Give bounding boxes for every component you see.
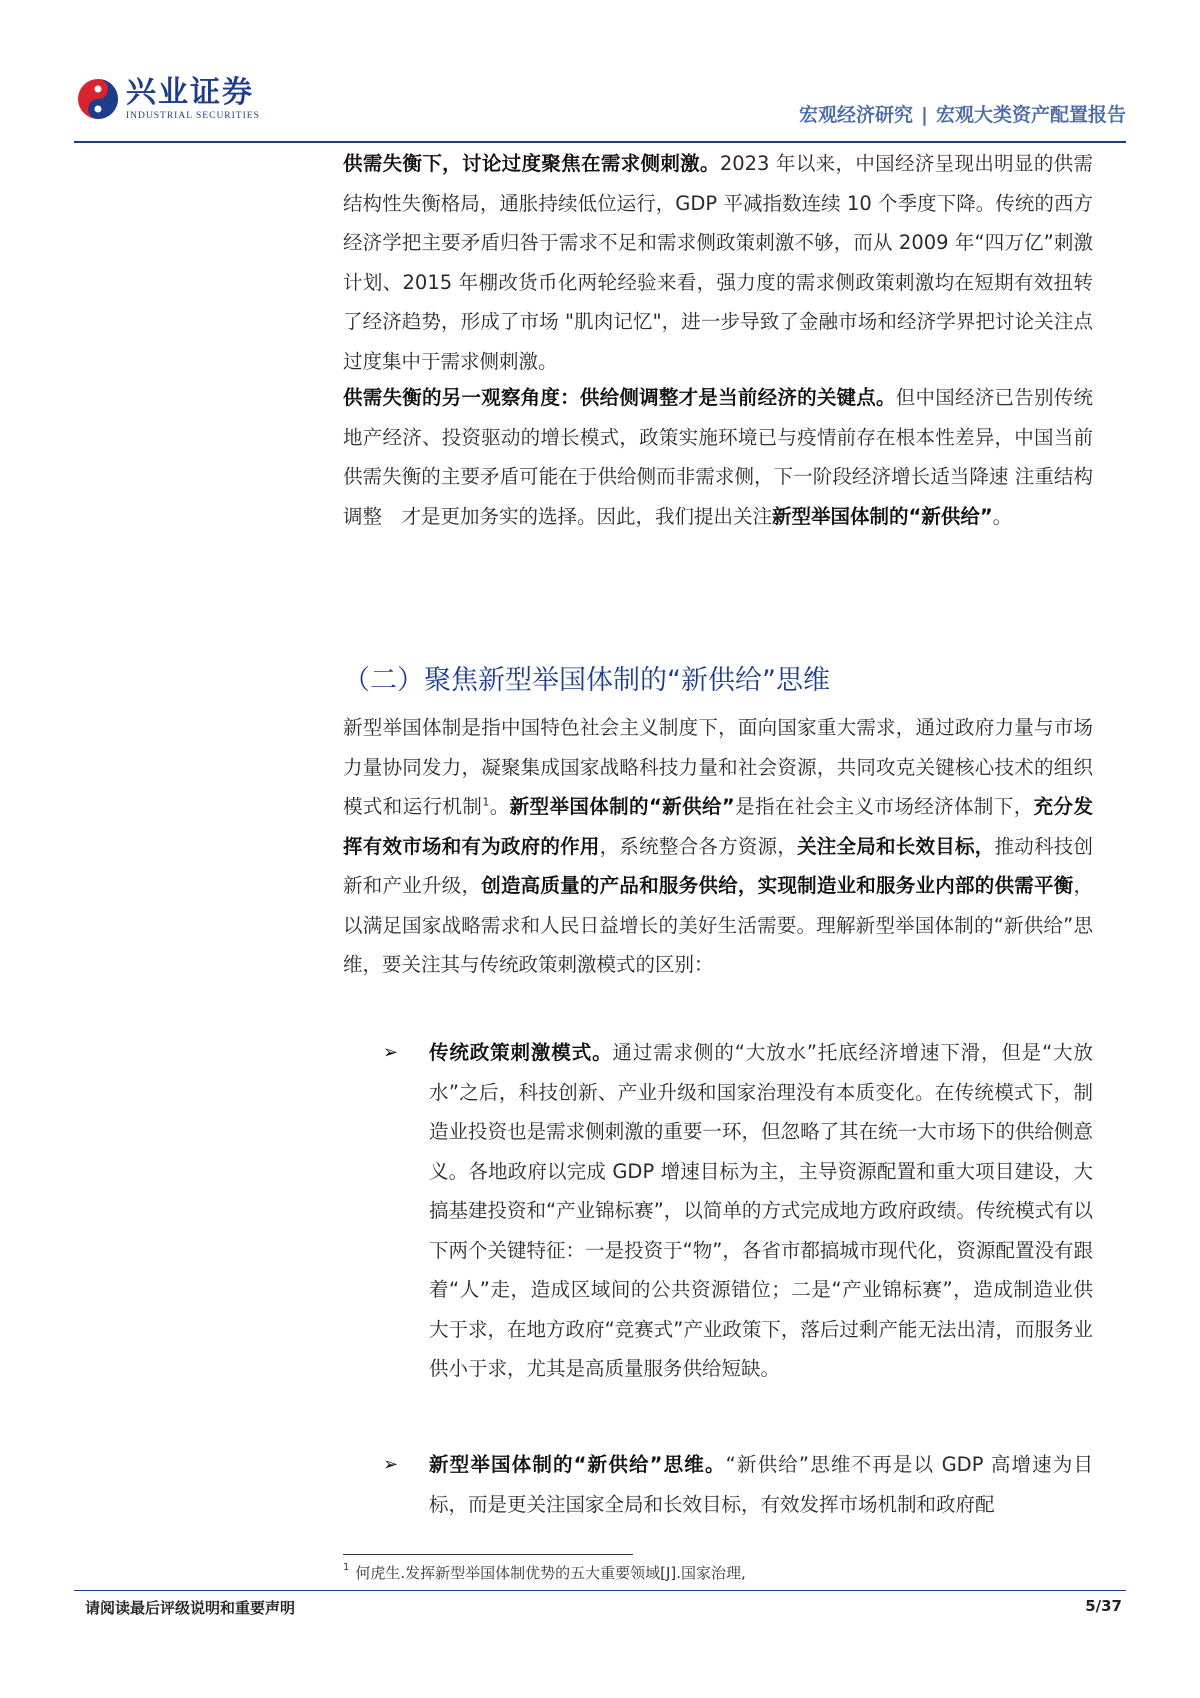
bullet-body: 通过需求侧的“大放水”托底经济增速下滑，但是“大放水”之后，科技创新、产业升级和国家治理没有本质变化。在传统模式下，制造业投资也是需求侧刺激的重要一环，但忽略了其在统一大市场下的供给侧意义。各地政府以完成 GDP 增速目标为主，主导资源配置和重大项目建设，大搞基建投资和“产业锦标赛”，以简单的方式完成地方政府政绩。传统模式有以下两个关键特征：一是投资于“物”，各省市都搞城市现代化，资源配置没有跟着“人”走，造成区域间的公共资源错位；二是“产业锦标赛”，造成制造业供大于求，在地方政府“竞赛式”产业政策下，落后过剩产能无法出清，而服务业供小于求，尤其是高质量服务供给短缺。 [429,1041,1093,1380]
paragraph-lead: 供需失衡下，讨论过度聚焦在需求侧刺激。 [343,152,720,175]
footer-divider [74,1590,1126,1591]
text-run: 新型举国体制是指中国特色社会主义制度下，面向国家重大需求，通过政府力量与市场力量协同发力，凝聚集成国家战略科技力量和社会资源，共同攻克关键核心技术的组织模式和运行机制 [343,716,1093,818]
category-label: 宏观经济研究 [799,104,914,126]
logo-english-name: INDUSTRIAL SECURITIES [126,111,260,121]
footnote-number: 1 [343,1562,350,1573]
report-type-label: 宏观大类资产配置报告 [935,104,1126,126]
logo-swirl-icon [76,77,120,121]
footnote-divider [343,1554,633,1555]
footnote [343,1562,746,1583]
bold-run: 充分发挥有效市场和有为政府的作用 [343,795,1093,858]
text-run: ，以满足国家战略需求和人民日益增长的美好生活需要。理解新型举国体制的“新供给”思维，要关注其与传统政策刺激模式的区别： [343,874,1093,976]
text-run: 是指在社会主义市场经济体制下， [734,795,1034,818]
paragraph-supply-demand [343,144,1093,381]
text-run: 。 [489,795,510,818]
footnote-text: 何虎生.发挥新型举国体制优势的五大重要领域[J].国家治理, [355,1564,746,1582]
paragraph-body: 2023 年以来，中国经济呈现出明显的供需结构性失衡格局，通胀持续低位运行，GDP 平减指数连续 10 个季度下降。传统的西方经济学把主要矛盾归咎于需求不足和需求侧政策刺激不够，而从 2009 年“四万亿”刺激计划、2015 年棚改货币化两轮经验来看，强力度的需求侧政策刺激均在短期有效扭转了经济趋势，形成了市场 "肌肉记忆"，进一步导致了金融市场和经济学界把讨论关注点过度集中于需求侧刺激。 [343,152,1093,373]
bullet-lead: 传统政策刺激模式。 [429,1041,613,1064]
text-run: 推动科技创新和产业升级， [343,834,1093,897]
bullet-new-supply-mode [343,1445,1093,1524]
footer-disclaimer: 请阅读最后评级说明和重要声明 [85,1599,296,1617]
logo-chinese-name: 兴业证券 [126,75,254,110]
paragraph-new-supply-definition [343,708,1093,985]
company-logo [76,74,260,124]
arrow-bullet-icon: ➢ [383,1042,399,1063]
bullet-lead: 新型举国体制的“新供给”思维。 [429,1453,726,1476]
bullet-body: “新供给”思维不再是以 GDP 高增速为目标，而是更关注国家全局和长效目标，有效发挥市场机制和政府配 [429,1453,1093,1516]
paragraph-body: 但中国经济已告别传统地产经济、投资驱动的增长模式，政策实施环境已与疫情前存在根本性差异，中国当前供需失衡的主要矛盾可能在于供给侧而非需求侧，下一阶段经济增长适当降速 注重结构调整 才是更加务实的选择。因此，我们提出关注 [343,386,1093,528]
footnote-ref[interactable]: 1 [482,795,490,809]
arrow-bullet-icon: ➢ [383,1454,399,1475]
header-divider [74,141,1126,143]
paragraph-supply-side [343,378,1093,536]
paragraph-end: 。 [992,504,1013,528]
bold-run: 新型举国体制的“新供给” [509,795,735,818]
text-run: ，系统整合各方资源， [599,834,798,858]
bold-run: 创造高质量的产品和服务供给，实现制造业和服务业内部的供需平衡 [481,874,1074,897]
header-separator: | [921,104,928,126]
paragraph-lead: 供需失衡的另一观察角度：供给侧调整才是当前经济的关键点。 [343,386,896,409]
bold-run: 关注全局和长效目标， [797,834,995,858]
page-number: 5/37 [1085,1597,1122,1615]
paragraph-emphasis: 新型举国体制的“新供给” [772,504,993,528]
bullet-traditional-mode [343,1033,1093,1389]
report-category [799,100,1126,127]
section-heading: （二）聚焦新型举国体制的“新供给”思维 [343,665,830,696]
